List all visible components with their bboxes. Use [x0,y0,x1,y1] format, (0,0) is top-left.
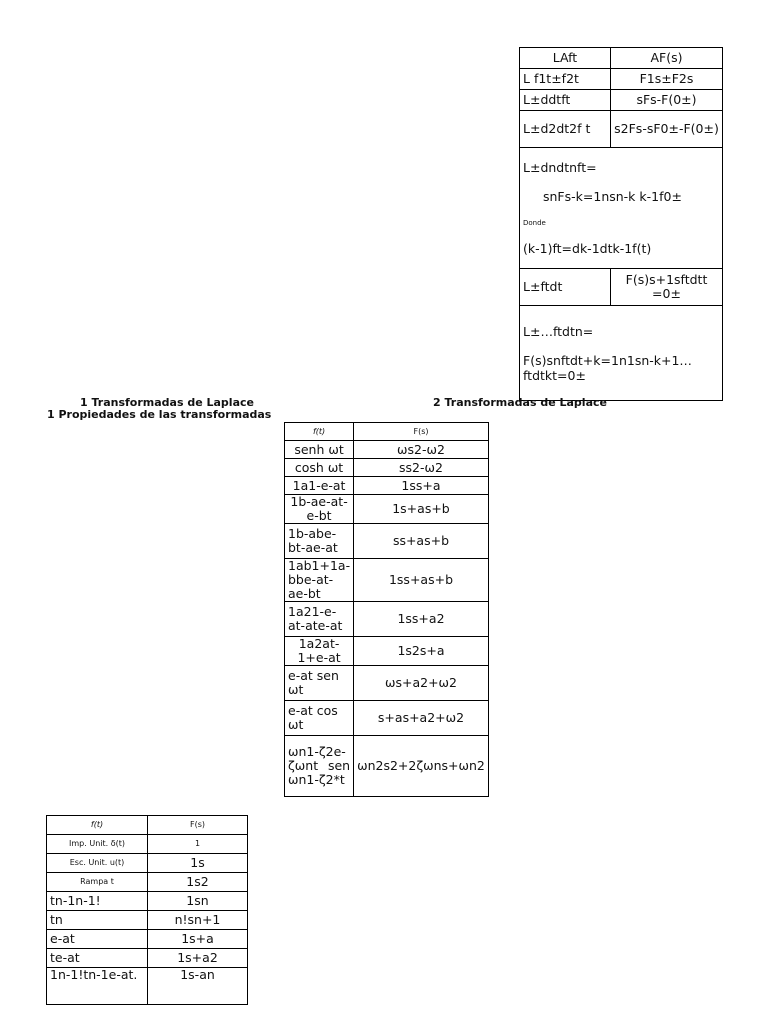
property-integral-result: F(s)s+1sftdtt =0± [611,269,723,306]
table-row [47,930,248,949]
table-c-cell: 1s [148,854,248,873]
table-b-cell: ωn1-ζ2e-ζωnt sen ωn1-ζ2*t [285,736,354,797]
table-c-cell: tn [47,911,148,930]
table-b-cell: 1b-abe-bt-ae-at [285,524,354,559]
table-row [47,949,248,968]
caption-laplace-2: 2 Transformadas de Laplace [433,396,607,409]
table-b-cell: 1s2s+a [354,637,489,666]
property-linearity-result: F1s±F2s [611,69,723,90]
table-row [520,111,723,148]
table-row [47,911,248,930]
table-c-header-fs: F(s) [148,816,248,835]
nth-integral-line2: F(s)snftdt+k=1n1sn-k+1…ftdtkt=0± [523,352,692,383]
table-row [47,854,248,873]
table-row [285,637,489,666]
property-nth-derivative [520,148,723,269]
table-c-cell: e-at [47,930,148,949]
properties-header-ft: LAft [520,48,611,69]
table-c-cell: te-at [47,949,148,968]
table-b-header-row [285,423,489,441]
table-row [285,559,489,602]
nth-derivative-line2: snFs-k=1nsn-k k-1f0± [543,189,682,204]
table-b-cell: ωn2s2+2ζωns+ωn2 [354,736,489,797]
table-row [520,69,723,90]
table-c-header-row [47,816,248,835]
table-row [285,736,489,797]
table-b-cell: 1ab1+1a-bbe-at-ae-bt [285,559,354,602]
table-b-cell: ss+as+b [354,524,489,559]
table-row [285,666,489,701]
table-c-cell: tn-1n-1! [47,892,148,911]
table-b-cell: 1ss+as+b [354,559,489,602]
property-integral: L±ftdt [520,269,611,306]
properties-table [519,47,723,401]
table-row [47,968,248,1005]
table-row [520,306,723,401]
table-b-cell: e-at sen ωt [285,666,354,701]
table-row [285,701,489,736]
table-row [285,495,489,524]
table-c-header-ft: f(t) [47,816,148,835]
caption-properties-1: 1 Propiedades de las transformadas [47,408,272,421]
table-b-cell: senh ωt [285,441,354,459]
table-b-cell: 1b-ae-at-e-bt [285,495,354,524]
table-row [285,524,489,559]
table-c-cell: 1s-an [148,968,248,1005]
laplace-table-c [46,815,248,1005]
table-c-cell: Esc. Unit. u(t) [47,854,148,873]
donde-label: Donde [523,219,546,227]
table-b-cell: 1a1-e-at [285,477,354,495]
table-b-cell: ss2-ω2 [354,459,489,477]
table-row [520,148,723,269]
nth-derivative-line3: (k-1)ft=dk-1dtk-1f(t) [523,241,652,256]
table-row [47,892,248,911]
table-row [520,90,723,111]
table-row [285,441,489,459]
property-linearity: L f1t±f2t [520,69,611,90]
table-row [285,602,489,637]
table-b-cell: 1ss+a2 [354,602,489,637]
property-derivative-result: sFs-F(0±) [611,90,723,111]
table-b-cell: ωs+a2+ω2 [354,666,489,701]
table-c-cell: 1s+a2 [148,949,248,968]
table-b-cell: 1a2at-1+e-at [285,637,354,666]
properties-header-row [520,48,723,69]
table-b-cell: cosh ωt [285,459,354,477]
table-b-header-fs: F(s) [354,423,489,441]
table-b-cell: 1a21-e-at-ate-at [285,602,354,637]
property-derivative: L±ddtft [520,90,611,111]
nth-integral-line1: L±…ftdtn= [523,323,594,339]
table-b-cell: ωs2-ω2 [354,441,489,459]
property-nth-integral [520,306,723,401]
table-b-cell: s+as+a2+ω2 [354,701,489,736]
property-second-derivative: L±d2dt2f t [520,111,611,148]
table-b-cell: 1s+as+b [354,495,489,524]
table-c-cell: 1s+a [148,930,248,949]
table-row [520,269,723,306]
table-c-cell: 1s2 [148,873,248,892]
table-c-cell: Imp. Unit. δ(t) [47,835,148,854]
caption-laplace-1: 1 Transformadas de Laplace [80,396,254,409]
laplace-table-b [284,422,489,797]
table-c-cell: 1n-1!tn-1e-at. [47,968,148,1005]
table-b-header-ft: f(t) [285,423,354,441]
table-b-cell: 1ss+a [354,477,489,495]
properties-header-fs: AF(s) [611,48,723,69]
table-c-cell: 1sn [148,892,248,911]
table-c-cell: n!sn+1 [148,911,248,930]
table-row [285,459,489,477]
table-b-cell: e-at cos ωt [285,701,354,736]
table-row [47,835,248,854]
table-row [285,477,489,495]
table-row [47,873,248,892]
nth-derivative-line1: L±dndtnft= [523,160,597,175]
table-c-cell: Rampa t [47,873,148,892]
table-c-cell: 1 [148,835,248,854]
property-second-derivative-result: s2Fs-sF0±-F(0±) [611,111,723,148]
